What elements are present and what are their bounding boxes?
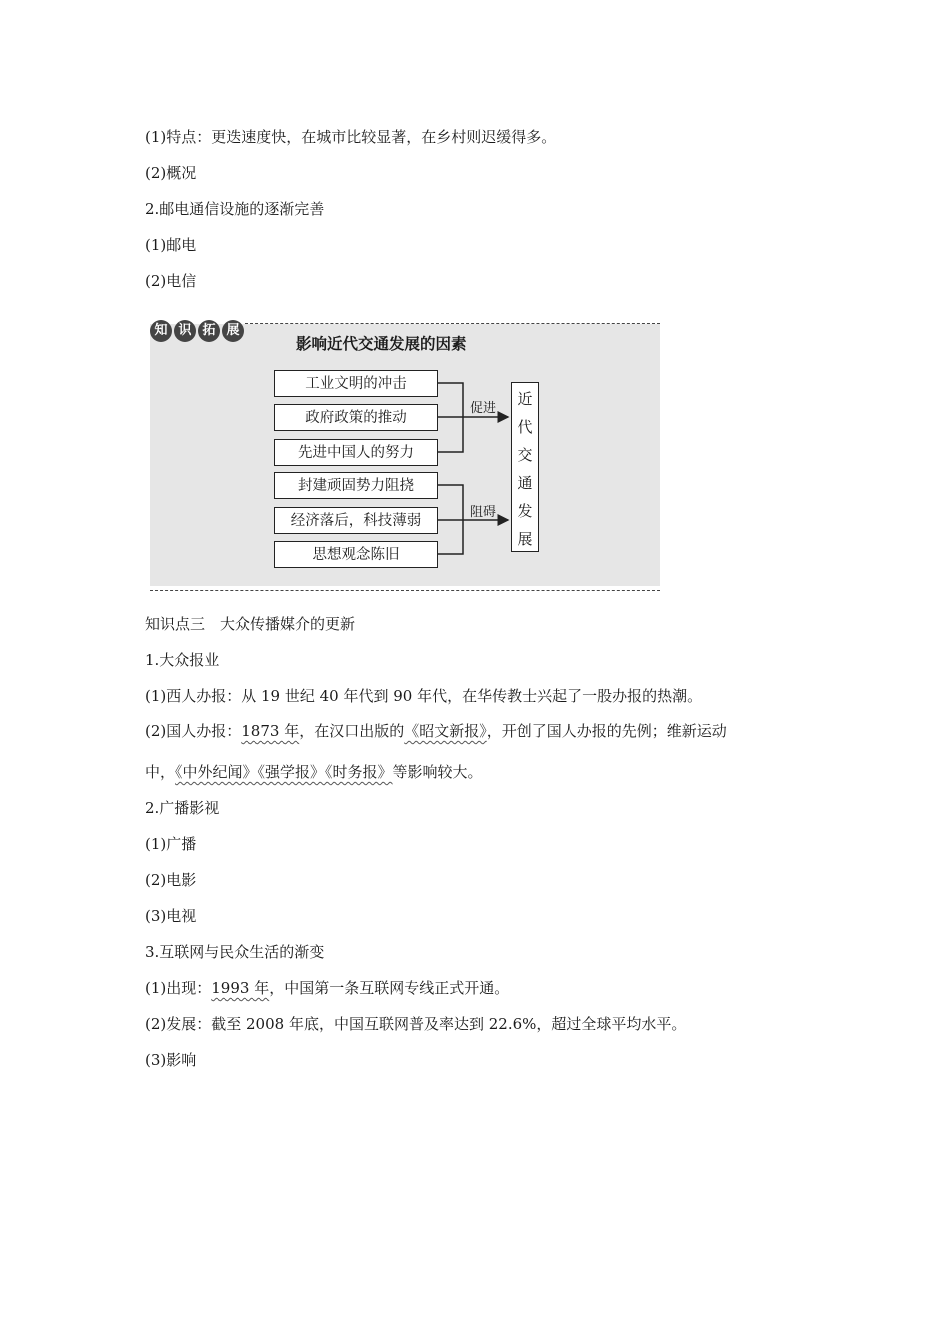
wavy-text: 《昭文新报》 <box>404 722 487 740</box>
factor-government-policy: 政府政策的推动 <box>274 404 438 431</box>
badge-char: 知 <box>150 320 172 342</box>
wavy-text: 1993 年 <box>211 979 270 997</box>
para-internet-appear <box>145 978 509 998</box>
text-span: (2)国人办报： <box>145 722 242 740</box>
factor-industrial-civilization: 工业文明的冲击 <box>274 370 438 397</box>
factor-outdated-ideas: 思想观念陈旧 <box>274 541 438 568</box>
para-radio: (1)广播 <box>145 835 197 853</box>
heading-internet: 3.互联网与民众生活的渐变 <box>145 943 325 961</box>
dashed-border-bottom <box>150 590 660 591</box>
wavy-text: 1873 年 <box>241 722 300 740</box>
heading-broadcast: 2.广播影视 <box>145 799 220 817</box>
result-char: 近 <box>517 390 533 408</box>
para-internet-impact: (3)影响 <box>145 1051 197 1069</box>
text-span: 中， <box>145 763 176 781</box>
factor-feudal-forces: 封建顽固势力阻挠 <box>274 472 438 499</box>
para-internet-develop: (2)发展：截至 2008 年底，中国互联网普及率达到 22.6%，超过全球平均水平。 <box>145 1015 687 1033</box>
label-promote: 促进 <box>470 401 497 416</box>
result-char: 展 <box>517 530 533 548</box>
factor-advanced-chinese: 先进中国人的努力 <box>274 439 438 466</box>
text-span: 等影响较大。 <box>392 763 483 781</box>
heading-mass-newspaper: 1.大众报业 <box>145 651 220 669</box>
text-span: ，中国第一条互联网专线正式开通。 <box>269 979 510 997</box>
result-char: 交 <box>517 446 533 464</box>
para-chinese-newspapers <box>145 721 727 741</box>
para-western-newspapers: (1)西人办报：从 19 世纪 40 年代到 90 年代，在华传教士兴起了一股办报的热潮。 <box>145 687 703 705</box>
para-film: (2)电影 <box>145 871 197 889</box>
text-span: ，在汉口出版的 <box>299 722 405 740</box>
wavy-text: 《中外纪闻》《强学报》《时务报》 <box>175 763 393 781</box>
para-chinese-newspapers-cont <box>145 762 483 782</box>
para-telecom: (2)电信 <box>145 272 197 290</box>
badge-char: 拓 <box>198 320 220 342</box>
heading-knowledge-point-3: 知识点三 大众传播媒介的更新 <box>145 615 356 633</box>
text-span: (1)出现： <box>145 979 212 997</box>
text-span: ，开创了国人办报的先例；维新运动 <box>486 722 727 740</box>
result-char: 代 <box>517 418 533 436</box>
label-hinder: 阻碍 <box>470 505 497 520</box>
result-modern-transport <box>511 382 539 552</box>
para-overview: (2)概况 <box>145 164 197 182</box>
knowledge-extension-box <box>150 320 660 590</box>
para-tv: (3)电视 <box>145 907 197 925</box>
para-post: (1)邮电 <box>145 236 197 254</box>
result-char: 发 <box>517 502 533 520</box>
para-feature: (1)特点：更迭速度快，在城市比较显著，在乡村则迟缓得多。 <box>145 128 557 146</box>
badge-char: 识 <box>174 320 196 342</box>
factor-economic-backward: 经济落后，科技薄弱 <box>274 507 438 534</box>
result-char: 通 <box>517 474 533 492</box>
heading-post-telecom: 2.邮电通信设施的逐渐完善 <box>145 200 325 218</box>
badge-char: 展 <box>222 320 244 342</box>
diagram-title: 影响近代交通发展的因素 <box>296 335 467 353</box>
